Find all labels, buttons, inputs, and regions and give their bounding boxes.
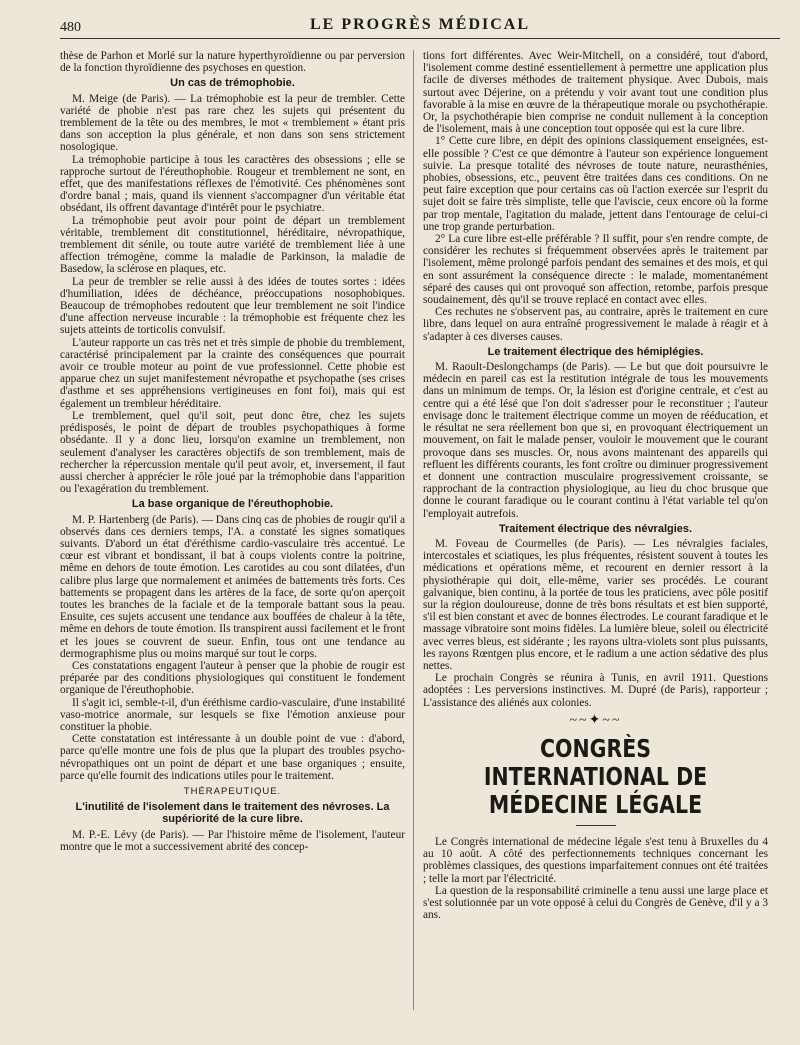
paragraph: La peur de trembler se relie aussi à des idées de toutes sortes : idées d'humiliation, idées de déchéance, préoccupations nosophobiques. Beaucoup de trémophobes redoutent que leur tremblement ne soit l'indice d'une affection nerveuse incurable : la trémophobie est fréquente chez les sujets atteints de torticolis convulsif. (60, 275, 405, 337)
paragraph: 1° Cette cure libre, en dépit des opinions classiquement enseignées, est-elle possible ? C'est ce que démontre à l'auteur son expérience longuement suivie. La presque totalité des névroses de toute nature, neurasthénies, phobies, obsessions, etc., peuvent être traitées dans ces conditions. On ne peut faire exception que pour certains cas où l'action exercée sur l'esprit du sujet doit se faire très simpliste, telle que l'aviscie, ceux encore où la forme par trop mentale, l'agitation du malade, jettent dans l'entourage de celui-ci une trop grande perturbation. (423, 135, 768, 233)
page-number: 480 (60, 20, 81, 35)
column-divider (413, 50, 414, 1010)
section-heading: Un cas de trémophobie. (170, 77, 295, 90)
paragraph: La question de la responsabilité criminelle a tenu aussi une large place et s'est solutionnée par un vote opposé à celui du Congrès de Genève, d'il y a 3 ans. (423, 884, 768, 922)
paragraph: tions fort différentes. Avec Weir-Mitchell, on a considéré, tout d'abord, l'isolement comme destiné essentiellement à permettre une application plus facile de diverses méthodes de traitement physique. Avec Dubois, mais surtout avec Déjerine, on a prétendu y voir avant tout une condition plus favorable à la mise en œuvre de la thérapeutique morale ou psychothérapie. Or, la psychothérapie bien comprise ne conduit nullement à la conception de l'isolement, mais à une conception tout opposée qui est la cure libre. (423, 50, 768, 136)
section-kicker: THÉRAPEUTIQUE. (183, 785, 282, 797)
paragraph: La trémophobie participe à tous les caractères des obsessions ; elle se rapproche surtout de l'éreuthophobie. Rougeur et tremblement ne sont, en effet, que des manifestations réflexes de l'émotivité. Ces phénomènes sont d'ordre banal ; mais, quand ils viennent s'accompagner d'un véritable état obsédant, ils offrent davantage d'intérêt pour le psychiatre. (60, 153, 405, 215)
paragraph: M. P.-E. Lévy (de Paris). — Par l'histoire même de l'isolement, l'auteur montre que le mot a successivement abrité des concep- (60, 828, 405, 853)
running-title: LE PROGRÈS MÉDICAL (309, 16, 531, 33)
paragraph: 2° La cure libre est-elle préférable ? Il suffit, pour s'en rendre compte, de considérer les rechutes si fréquemment observées après le traitement par l'isolement, même prolongé parfois pendant des semaines et des mois, et qui en sont assurément la conséquence directe : le malade, momentanément séparé des causes qui ont provoqué son affection, retombe, parfois presque soudainement, dès qu'il se trouve replacé en contact avec elles. (423, 233, 768, 307)
paragraph: M. P. Hartenberg (de Paris). — Dans cinq cas de phobies de rougir qu'il a observés dans ces derniers temps, l'A. a constaté les signes somatiques suivants. D'abord un état d'éréthisme cardio-vasculaire très accentué. Le cœur est vibrant et bondissant, il bat à coups violents contre la poitrine, même en dehors de toute émotion. Les carotides au cou sont dilatées, d'un calibre plus large que normalement et animées de battements très forts. Ces battements se propagent dans les artères de la face, de sorte qu'on aperçoit toutes les branches de la faciale et de la temporale battant sous la peau. Ensuite, ces sujets accusent une tendance aux bouffées de chaleur à la tête, même en dehors de toute émotion. Ils transpirent aussi facilement et le front et les joues se couvrent de sueur. Enfin, tous ont une tendance au dermographisme plus ou moins marqué sur tout le corps. (60, 513, 405, 660)
section-heading: Le traitement électrique des hémiplégies. (487, 345, 704, 358)
paragraph: La trémophobie peut avoir pour point de départ un tremblement véritable, tremblement dit constitutionnel, héréditaire, névropathique, tremblement dit sénile, ou toute autre variété de tremblement liée à une affection trémogène, comme la maladie de Parkinson, la maladie de Basedow, la sclérose en plaques, etc. (60, 214, 405, 276)
paragraph: Le prochain Congrès se réunira à Tunis, en avril 1911. Questions adoptées : Les perversions instinctives. M. Dupré (de Paris), rapporteur ; L'assistance des aliénés aux colonies. (423, 672, 768, 709)
paragraph: L'auteur rapporte un cas très net et très simple de phobie du tremblement, caractérisé principalement par la crainte des conséquences que pourrait avoir ce trouble moteur au point de vue professionnel. Cette phobie est apparue chez un sujet manifestement névropathe et psychopathe (ses crises d'asthme et ses appréhensions vertigineuses en font foi), mais qui est également un trembleur héréditaire. (60, 336, 405, 410)
ornament-divider: ~~✦~~ (569, 712, 622, 728)
paragraph: Il s'agit ici, semble-t-il, d'un éréthisme cardio-vasculaire, d'une instabilité vaso-motrice anormale, sur lesquels se fixe l'émotion anxieuse pour constituer la phobie. (60, 696, 405, 733)
section-heading: La base organique de l'éreuthophobie. (131, 498, 334, 511)
congress-title: CONGRÈS INTERNATIONAL DE MÉDECINE LÉGALE (483, 733, 708, 819)
section-heading: Traitement électrique des névralgies. (498, 522, 693, 535)
paragraph: Le tremblement, quel qu'il soit, peut donc être, chez les sujets prédisposés, le point de départ de troubles psychopathiques à forme obsédante. Il y a donc lieu, lorsqu'on examine un tremblement, non seulement d'analyser les caractères objectifs de son tremblement, mais de rechercher la répercussion mentale qu'il peut avoir, et, inversement, il faut aussi chercher à apprécier le rôle joué par la trémophobie dans l'apparition ou l'exagération du tremblement. (60, 409, 405, 496)
paragraph: M. Foveau de Courmelles (de Paris). — Les névralgies faciales, intercostales et sciatiques, les plus fréquentes, résistent souvent à toutes les médications et opérations même, et recourent en dernier ressort à la physiothérapie qui doit, elle-même, varier ses procédés. Le courant galvanique, bien continu, à la portée de tous les praticiens, avec pôle positif sur la région douloureuse, donne de très bons résultats et est bien supporté, s'il est bien constant et avec de bonnes électrodes. Le courant faradique et le massage vibratoire sont moins fidèles. La lumière bleue, soleil ou électricité avec verres bleus, est sidérante ; les rayons ultra-violets sont plus puissants, les rayons Rœntgen plus encore, et le radium a une action sédative des plus nettes. (423, 537, 768, 672)
section-heading: L'inutilité de l'isolement dans le traitement des névroses. La supériorité de la cure libre. (75, 801, 390, 826)
paragraph: Cette constatation est intéressante à un double point de vue : d'abord, parce qu'elle montre une fois de plus que la plupart des troubles psycho-névropathiques ont un point de départ et une base organiques ; ensuite, parce qu'elle fournit des indications utiles pour le traitement. (60, 733, 405, 782)
paragraph: M. Raoult-Deslongchamps (de Paris). — Le but que doit poursuivre le médecin en pareil cas est la restitution intégrale de tous les mouvements dans un minimum de temps. Or, la lésion est d'origine centrale, et c'est au centre qui a été lésé que l'on doit s'adresser pour le reconstituer ; l'auteur envisage donc le traitement électrique comme un moyen de rééducation, et le résultat ne sera réellement bon que si, en provoquant électriquement un mouvement, on fait le malade penser, vouloir le mouvement que le courant provoque dans ses muscles. Or, nous avons maintenant des appareils qui refluent les différents courants, les font croître ou diminuer progressivement et donnent une contraction musculaire progressivement croissante, se rapprochant de la contraction physiologique, au lieu du choc brusque que donne le courant faradique ou le courant continu à l'état variable tel qu'on l'employait autrefois. (423, 361, 768, 520)
paragraph: Ces constatations engagent l'auteur à penser que la phobie de rougir est préparée par des conditions physiologiques qui constituent le fondement organique de l'éreuthophobie. (60, 659, 405, 697)
title-rule (576, 825, 616, 826)
page-header (60, 14, 780, 39)
left-column (60, 50, 405, 853)
paragraph: Ces rechutes ne s'observent pas, au contraire, après le traitement en cure libre, dans lequel on aura entraîné progressivement le malade à réagir et à s'adapter à ces diverses causes. (423, 306, 768, 343)
right-column (423, 50, 768, 921)
paragraph: thèse de Parhon et Morlé sur la nature hyperthyroïdienne ou par perversion de la fonction thyroïdienne des psychoses en question. (60, 50, 405, 75)
paragraph: M. Meige (de Paris). — La trémophobie est la peur de trembler. Cette variété de phobie n'est pas rare chez les sujets qui présentent du tremblement de la tête ou des membres, le mot « tremblement » étant pris dans son acception la plus générale, et non dans son sens strictement nosologique. (60, 92, 405, 154)
paragraph: Le Congrès international de médecine légale s'est tenu à Bruxelles du 4 au 10 août. A côté des perfectionnements techniques concernant les problèmes classiques, des questions imparfaitement connues ont été traitées ; telle la mort par l'électricité. (423, 835, 768, 885)
